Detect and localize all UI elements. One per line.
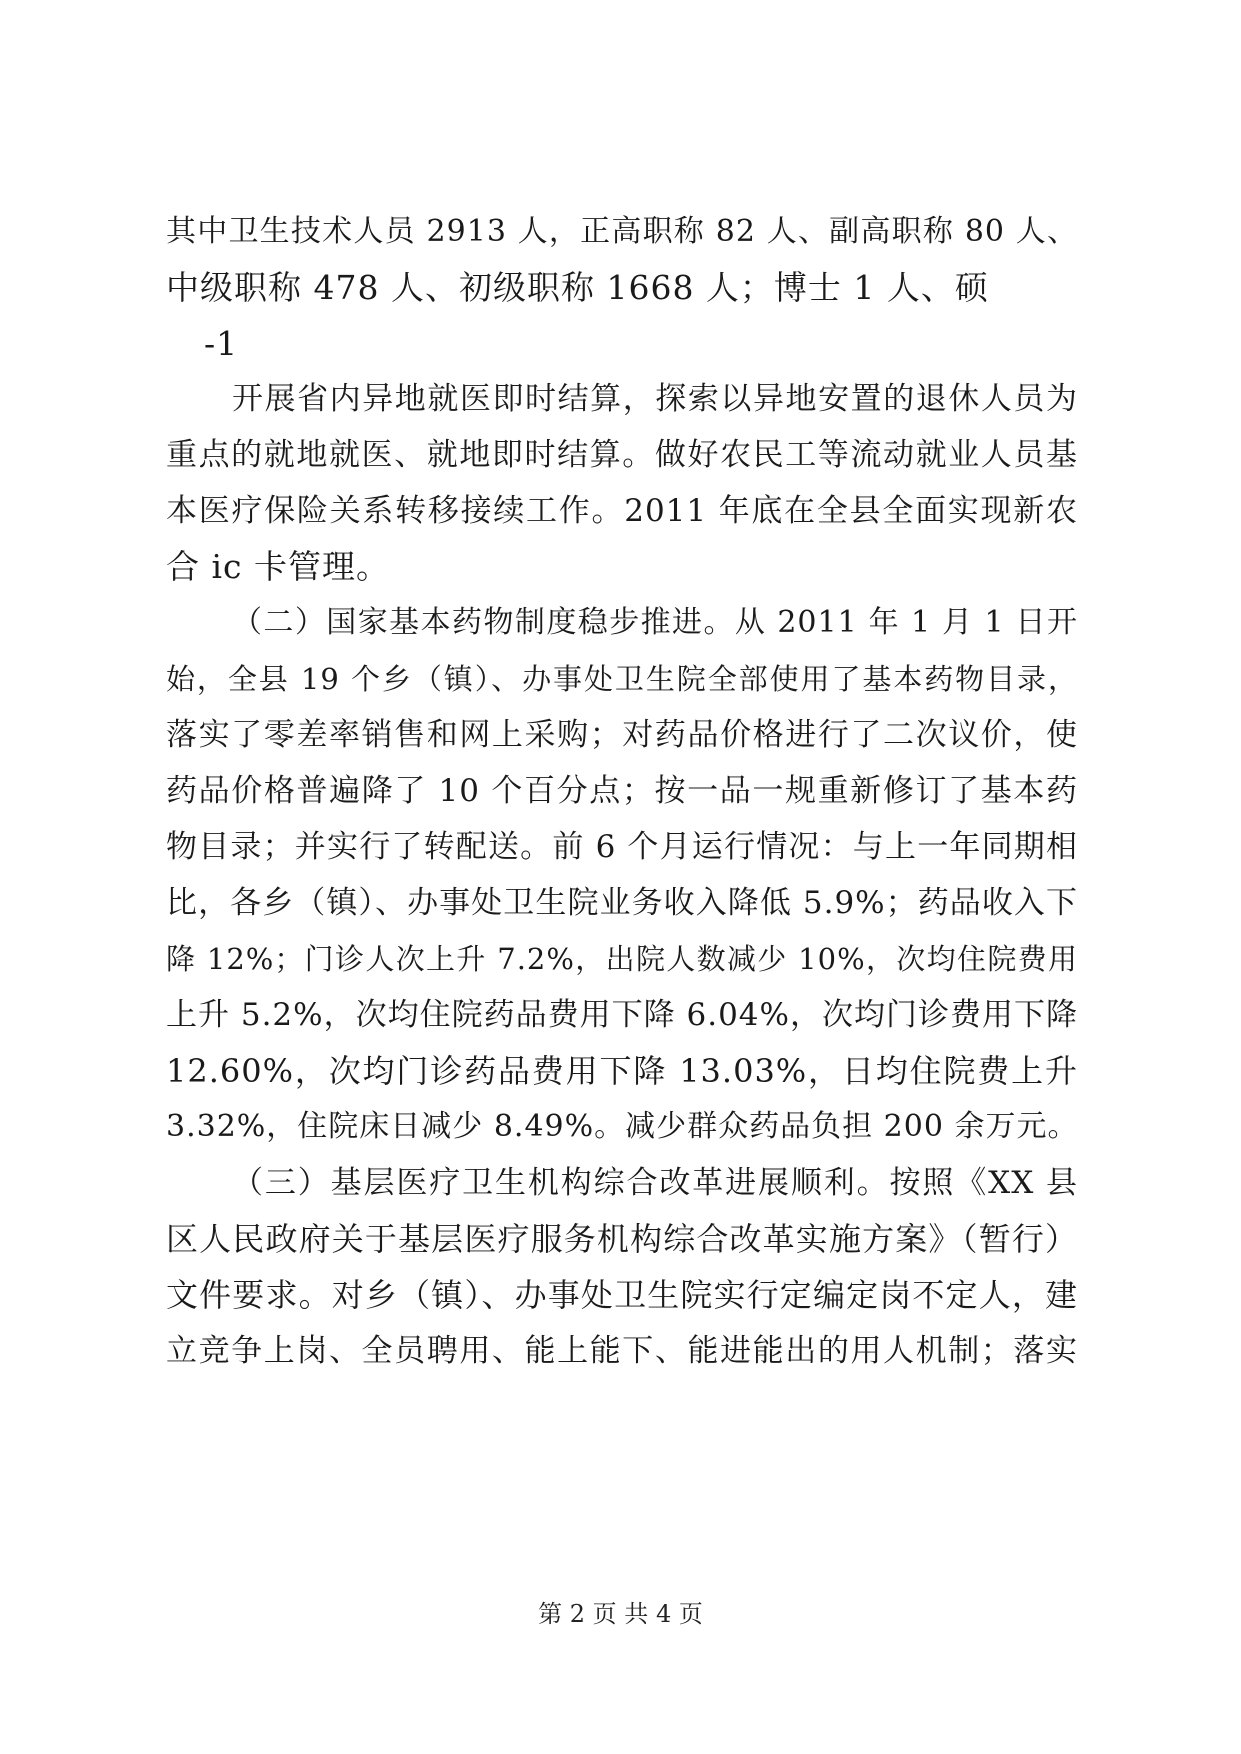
text-line-10: 落实了零差率销售和网上采购；对药品价格进行了二次议价，使	[166, 717, 1078, 753]
text-line-21: 立竞争上岗、全员聘用、能上能下、能进能出的用人机制；落实	[166, 1333, 1078, 1369]
text-line-8: （二）国家基本药物制度稳步推进。从 2011 年 1 月 1 日开	[232, 605, 1078, 640]
page-marker: -1	[204, 324, 239, 363]
text-line-17: 3.32%，住院床日减少 8.49%。减少群众药品负担 200 余万元。	[166, 1109, 1079, 1144]
text-line-4: 开展省内异地就医即时结算，探索以异地安置的退休人员为	[232, 381, 1078, 417]
text-line-9: 始，全县 19 个乡（镇）、办事处卫生院全部使用了基本药物目录，	[166, 662, 1078, 696]
text-line-2: 中级职称 478 人、初级职称 1668 人；博士 1 人、硕	[166, 268, 989, 307]
text-line-1: 其中卫生技术人员 2913 人，正高职称 82 人、副高职称 80 人、	[166, 214, 1078, 249]
text-line-13: 比，各乡（镇）、办事处卫生院业务收入降低 5.9%；药品收入下	[166, 885, 1078, 921]
text-line-18: （三）基层医疗卫生机构综合改革进展顺利。按照《XX 县	[232, 1165, 1078, 1201]
page-footer: 第 2 页 共 4 页	[538, 1600, 703, 1628]
text-line-15: 上升 5.2%，次均住院药品费用下降 6.04%，次均门诊费用下降	[166, 997, 1078, 1033]
text-line-14: 降 12%；门诊人次上升 7.2%，出院人数减少 10%，次均住院费用	[166, 942, 1078, 976]
text-line-19: 区人民政府关于基层医疗服务机构综合改革实施方案》（暂行）	[166, 1220, 1078, 1258]
text-line-6: 本医疗保险关系转移接续工作。2011 年底在全县全面实现新农	[166, 493, 1078, 529]
text-line-7: 合 ic 卡管理。	[166, 547, 391, 586]
text-line-5: 重点的就地就医、就地即时结算。做好农民工等流动就业人员基	[166, 437, 1078, 473]
text-line-20: 文件要求。对乡（镇）、办事处卫生院实行定编定岗不定人，建	[166, 1276, 1078, 1314]
text-line-16: 12.60%，次均门诊药品费用下降 13.03%，日均住院费上升	[166, 1052, 1078, 1090]
text-line-11: 药品价格普遍降了 10 个百分点；按一品一规重新修订了基本药	[166, 773, 1078, 809]
text-line-12: 物目录；并实行了转配送。前 6 个月运行情况：与上一年同期相	[166, 829, 1078, 865]
